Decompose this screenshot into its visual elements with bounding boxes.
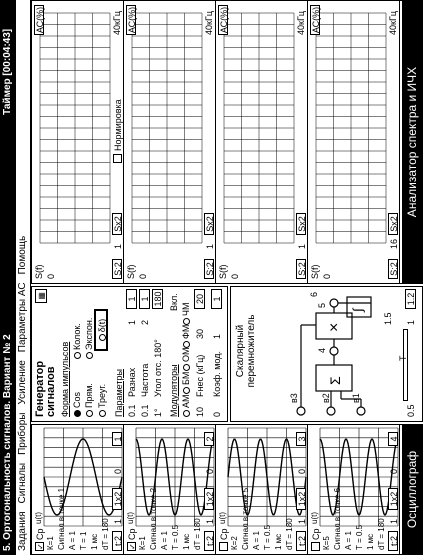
period-label: Т = 0.5 (355, 524, 364, 550)
shape-bell[interactable]: Колок. (72, 323, 82, 359)
delta-button[interactable]: δ(t) (94, 309, 108, 351)
dt-value-field[interactable]: 2 (204, 432, 214, 446)
st-label: S(f) (34, 264, 44, 279)
zero-label: 0 (113, 468, 123, 474)
cp-label: Ср (127, 528, 137, 540)
analyzer-channel (124, 1, 216, 283)
x2-button[interactable]: 1х2 (388, 488, 398, 510)
dt-label: dT = 180 (377, 518, 386, 550)
dt-value-field[interactable]: 3 (296, 432, 306, 446)
input-1-label: в1 (351, 393, 361, 403)
sigma-block-label: Σ (327, 376, 343, 385)
st-label: S(f) (310, 264, 320, 279)
ut-label: u(t) (126, 512, 135, 524)
zero-label: 0 (297, 468, 307, 474)
param-min: 1° (153, 408, 163, 417)
param-label: Частота (140, 363, 150, 397)
amp-label: А = 1 (68, 531, 77, 550)
zero-label: 0 (138, 273, 148, 279)
sx2-button[interactable]: Sх2 (204, 213, 214, 235)
zero-label: 0 (230, 273, 240, 279)
param-max-field[interactable]: 1 (139, 289, 150, 309)
period-label: Т = 1 (79, 531, 88, 550)
spectrum-plot (316, 13, 386, 243)
param-min: 0.1 (140, 404, 150, 417)
zero-label: 0 (205, 468, 215, 474)
menu-help[interactable]: Помощь (17, 235, 28, 275)
analyzer-panel (31, 0, 423, 284)
ut-label: u(t) (310, 512, 319, 524)
mod-type-option[interactable]: ЧМ (181, 303, 191, 326)
cross-block-label: × (326, 322, 343, 332)
shape-cos[interactable]: Cos (72, 392, 82, 417)
analyzer-caption: Анализатор спектра и ИЧХ (402, 1, 422, 283)
x2-button[interactable]: 1х2 (112, 488, 122, 510)
zero-label: 0 (322, 273, 332, 279)
analyzer-channel (32, 1, 124, 283)
scale-value: 1 (297, 518, 307, 524)
signal-label: Сигнал в точке 2 (149, 487, 158, 550)
analyzer-channel (308, 1, 400, 283)
sx2-button[interactable]: Sх2 (388, 213, 398, 235)
shape-exp[interactable]: Экспон. (84, 318, 94, 359)
fmax-label: 40кГц (204, 11, 214, 35)
koef-value: 1 (212, 333, 222, 339)
oscilloscope-panel (31, 424, 423, 555)
osc-plot (44, 428, 110, 526)
node-4-label: 4 (317, 347, 327, 353)
menu-tasks[interactable]: Задания (17, 511, 28, 551)
radio-cos-icon[interactable] (74, 410, 81, 417)
mod-radio-icon (183, 318, 190, 325)
menu-gain[interactable]: Усиление (17, 360, 28, 405)
st-label: S(f) (126, 264, 136, 279)
k-label: К=1 (46, 536, 55, 550)
sx2-button[interactable]: Sх2 (296, 213, 306, 235)
integral-block-label: ∫ (350, 308, 365, 312)
mod-type-option[interactable]: ФМ (181, 325, 191, 348)
time-unit: 1 мс (90, 533, 99, 550)
zero-label: 0 (46, 273, 56, 279)
spectrum-plot (224, 13, 294, 243)
ut-label: u(t) (34, 512, 43, 524)
param-label: Угол отс. 180° (153, 339, 163, 397)
param-value: 1 (127, 319, 137, 325)
input-3-label: в3 (289, 393, 299, 403)
sx2-button[interactable]: Sх2 (112, 213, 122, 235)
generator-title: Генератор сигналов (34, 360, 57, 417)
integration-t-value: 1.5 (383, 312, 393, 325)
time-unit: 1 мс (274, 533, 283, 550)
s-scale-field[interactable]: S:2 (204, 259, 214, 279)
fmax-label: 40кГц (388, 11, 398, 35)
period-label: Т = 0.5 (171, 524, 180, 550)
s-scale-field[interactable]: S:2 (296, 259, 306, 279)
radio-rect-icon[interactable] (86, 410, 93, 417)
x2-button[interactable]: 1х2 (204, 488, 214, 510)
cp-checkbox[interactable] (219, 542, 228, 551)
param-max-field[interactable]: 180 (152, 289, 163, 309)
cp-label: Ср (311, 528, 321, 540)
osc-channel (124, 425, 216, 554)
cp-label: Ср (35, 528, 45, 540)
s-scale-field[interactable]: S:2 (112, 259, 122, 279)
multiplier-panel (230, 286, 423, 422)
time-unit: 1 мс (366, 533, 375, 550)
scale-value: 1 (297, 243, 307, 249)
s-scale-field[interactable]: S:2 (388, 259, 398, 279)
radio-bell-icon[interactable] (74, 352, 81, 359)
osc-channel (308, 425, 400, 554)
t-scale-field[interactable]: t:2 (388, 531, 398, 551)
ut-label: u(t) (218, 512, 227, 524)
amp-label: А = 1 (252, 531, 261, 550)
ac-percent-button[interactable]: АС(%) (35, 6, 45, 34)
timer: Таймер [00:04:43] (2, 28, 13, 115)
param-min: 0.1 (127, 404, 137, 417)
cp-checkbox[interactable]: ✓ (36, 543, 45, 550)
ac-percent-button[interactable]: АС(%) (219, 6, 229, 34)
fnes-value: 30 (195, 328, 205, 339)
spectrum-plot (40, 13, 110, 243)
pulse-shape-label: Форма импульсов (60, 341, 70, 417)
dt-value-field[interactable]: 1 (112, 432, 122, 446)
fmax-label: 40кГц (296, 11, 306, 35)
radio-delta-icon (99, 334, 106, 341)
osc-channel (216, 425, 308, 554)
t-scale-field[interactable]: t:2 (112, 531, 122, 551)
ac-percent-button[interactable]: АС(%) (127, 6, 137, 34)
norm-checkbox[interactable] (113, 154, 122, 163)
t-value: 1 (406, 319, 416, 325)
signal-label: Сигнал в точке 5 (241, 487, 250, 550)
signal-label: Сигнал в точке 6 (333, 487, 342, 550)
spectrum-plot (132, 13, 202, 243)
menu-signals[interactable]: Сигналы (17, 462, 28, 504)
menu-bar (16, 0, 31, 555)
osc-plot (136, 428, 202, 526)
menu-ac-params[interactable]: Параметры АС (17, 282, 28, 353)
norm-label: Нормировка (113, 99, 123, 151)
title-bar (0, 0, 16, 555)
dt-label: dT = 180 (101, 518, 110, 550)
scale-value: 1 (205, 518, 215, 524)
node-6-label: 6 (309, 291, 319, 297)
mod-radio-icon (183, 410, 190, 417)
multiplier-title: Скалярный перемножитель (235, 314, 257, 388)
fnes-label: Fнес (кГц) (195, 354, 205, 397)
dt-label: dT = 180 (285, 518, 294, 550)
period-label: Т = 0.5 (263, 524, 272, 550)
mod-radio-icon (183, 364, 190, 371)
shape-triangle[interactable]: Треуг. (97, 384, 107, 417)
radio-triangle-icon[interactable] (99, 410, 106, 417)
param-max-field[interactable]: 1 (126, 289, 137, 309)
mod-type-option[interactable]: БМ (181, 372, 191, 394)
shape-rect[interactable]: Прям. (84, 383, 94, 417)
x2-button[interactable]: 1х2 (296, 488, 306, 510)
t-label: T (398, 355, 408, 361)
osc-plot (228, 428, 294, 526)
ac-percent-button[interactable]: АС(%) (311, 6, 321, 34)
scale-value: 1 (113, 243, 123, 249)
dt-label: dT = 180 (193, 518, 202, 550)
t-min: 0.5 (406, 404, 416, 417)
k-label: К=2 (230, 536, 239, 550)
window-title: 5. Ортогональность сигналов. Вариант № 2 (2, 334, 13, 551)
modulators-label: Модуляторы (169, 364, 179, 417)
scale-value: 1 (389, 518, 399, 524)
k-label: К=5 (322, 536, 331, 550)
param-label: Разнах (127, 367, 137, 397)
mod-radio-icon (183, 387, 190, 394)
koef-label: Коэф. мод. (212, 351, 222, 397)
osc-plot (320, 428, 386, 526)
fnes-max-field[interactable]: 20 (194, 289, 205, 309)
koef-max-field[interactable]: 1 (211, 289, 222, 309)
t-slider[interactable] (403, 329, 408, 401)
mod-radio-icon (183, 341, 190, 348)
params-label: Параметры (114, 369, 124, 417)
oscilloscope-caption: Осциллограф (402, 425, 422, 554)
t-scale-field[interactable]: t:2 (296, 531, 306, 551)
koef-min: 0 (212, 411, 222, 417)
input-2-label: в2 (321, 393, 331, 403)
cp-label: Ср (219, 528, 229, 540)
signal-label: Сигнал в точке 1 (57, 487, 66, 550)
analyzer-channel (216, 1, 308, 283)
scale-value: 1 (113, 518, 123, 524)
zero-label: 0 (389, 468, 399, 474)
st-label: S(f) (218, 264, 228, 279)
radio-exp-icon[interactable] (86, 352, 93, 359)
amp-label: А = 1 (344, 531, 353, 550)
fmax-label: 40кГц (112, 11, 122, 35)
scale-value: 1 (205, 243, 215, 249)
mod-type-option[interactable]: ОМ (181, 348, 191, 372)
t-max-field[interactable]: 1.2 (405, 289, 416, 309)
menu-devices[interactable]: Приборы (17, 412, 28, 455)
generator-panel (31, 286, 228, 422)
cp-checkbox[interactable] (311, 542, 320, 551)
dt-value-field[interactable]: 4 (388, 432, 398, 446)
mod-type-option[interactable]: АМ (181, 395, 191, 418)
time-unit: 1 мс (182, 533, 191, 550)
grid-icon[interactable]: ▦ (35, 289, 47, 303)
modulators-on-label: Вкл. (169, 293, 179, 311)
osc-channel (32, 425, 124, 554)
amp-label: А = 1 (160, 531, 169, 550)
multiplier-diagram (261, 287, 401, 421)
node-5-label: 5 (317, 302, 327, 308)
param-value: 2 (140, 319, 150, 325)
cp-checkbox[interactable]: ✓ (128, 543, 137, 550)
k-label: К=1 (138, 536, 147, 550)
t-scale-field[interactable]: t:2 (204, 531, 214, 551)
scale-value: 16 (389, 238, 399, 249)
fnes-min: 10 (195, 406, 205, 417)
